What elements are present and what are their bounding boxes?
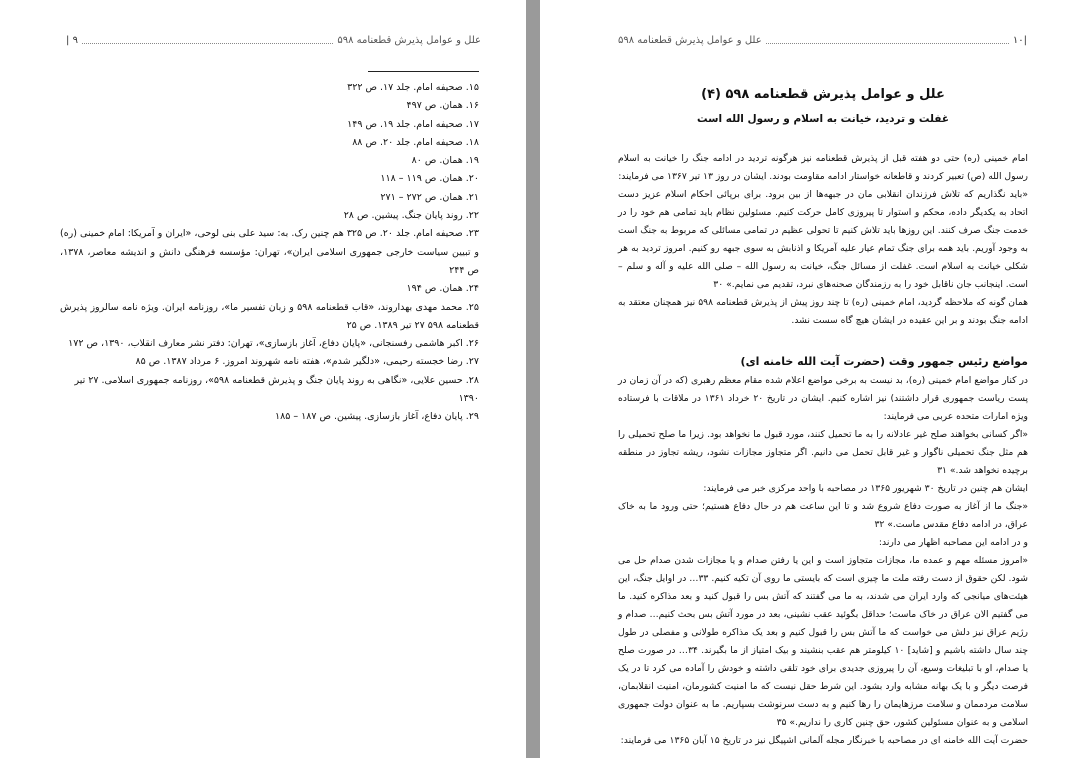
footnote: ۲۰. همان. ص ۱۱۹ – ۱۱۸ [380, 173, 479, 185]
footnote-divider [368, 71, 479, 72]
quote-paragraph: «باید نگذاریم که تلاش فرزندان انقلابی مان در جبهه‌ها از بین برود. برای برپائی احکام اسلام عزیز دست اتحاد به یکدیگر داده، محکم و استوار تا پیروزی کامل حرکت کنیم. مسئولین نظام باید تمامی هم خود را در خدمت جنگ صرف کنند. این روزها باید تلاش کنیم تا تحولی عظیم در تمامی مسائلی که مربوط به جنگ است به وجود آوریم. باید همه برای جنگ تمام عیار علیه آمریکا و اذنابش به سوی جبهه رو کنیم. امروز تردید به هر شکلی خیانت به اسلام است. غفلت از مسائل جنگ، خیانت به رسول الله – صلی الله علیه و آله و سلم – است. اینجانب جان ناقابل خود را به رزمندگان صحنه‌های نبرد، تقدیم می نمایم.» ۳۰ [618, 189, 1028, 290]
quote-paragraph: «امروز مسئله مهم و عمده ما، مجازات متجاوز است و این یا رفتن صدام و یا مجازات شدن صدام حل می شود. لکن حقوق از دست رفته ملت ما چیزی است که بایستی ما روی آن تکیه کنیم. ۳۳… در اوایل جنگ، این هیئت‌های میانجی که وارد ایران می شدند، به ما می گفتند که آتش بس را قبول کنید و بعد مذاکره کنید. ما می گفتیم الان عراق در خاک ماست؛ حداقل بگوئید عقب نشینی، بعد در مورد آتش بس بحث کنیم… صدام و رژیم عراق نیز دلش می خواست که ما آتش بس را قبول کنیم و بعد یک مذاکره طولانی و مفصلی در طول چند سال داشته باشیم و [شاید] ۱۰ کیلومتر هم عقب بنشیند و بیک امتیاز از ما بگیرند. ۳۴… در صورت صلح یا صدام، او با تبلیغات وسیع، آن را پیروزی جدیدی برای خود تلقی داشته و خودش را آماده می کرد تا در یک فرصت دیگر و با یک بهانه مشابه وارد بشود. این شرط حقل نیست که ما امنیت کشورمان، امنیت انقلابمان، سلامت مردممان و سلامت مرزهایمان را رها کنیم و به دست سرنوشت بسپاریم. ما به عنوان دولت جمهوری اسلامی و به عنوان مسئولین کشور، حق چنین کاری را نداریم.» ۳۵ [618, 555, 1029, 728]
footnote: ۱۷. صحیفه امام. جلد ۱۹. ص ۱۴۹ [347, 118, 479, 130]
page-number: |۱۰ [1012, 34, 1027, 46]
quote-paragraph: «جنگ ما از آغاز به صورت دفاع شروع شد و تا این ساعت هم در حال دفاع هستیم؛ حتی ورود ما به خاک عراق، در ادامه دفاع مقدس ماست.» ۳۲ [618, 501, 1028, 530]
header-title: علل و عوامل پذیرش قطعنامه ۵۹۸ [618, 34, 762, 46]
paragraph: ایشان هم چنین در تاریخ ۳۰ شهریور ۱۳۶۵ در مصاحبه با واحد مرکزی خبر می فرمایند: [703, 483, 1028, 494]
footnote: ۲۸. حسین علایی، «نگاهی به روند پایان جنگ و پذیرش قطعنامه ۵۹۸»، روزنامه جمهوری اسلامی. ۲۷ تیر ۱۳۹۰ [74, 374, 479, 405]
footnote: ۲۱. همان. ص ۲۷۲ – ۲۷۱ [380, 191, 479, 203]
paragraph: امام خمینی (ره) حتی دو هفته قبل از پذیرش قطعنامه نیز هرگونه تردید در ادامه جنگ را خیانت به اسلام رسول الله (ص) تعبیر کردند و قاطعانه خواستار ادامه مقاومت بودند. ایشان در روز ۱۳ تیر ۱۳۶۷ می فرمایند: [618, 153, 1028, 182]
footnote: ۲۲. روند پایان جنگ. پیشین. ص ۲۸ [343, 210, 479, 222]
right-page [540, 0, 1087, 758]
page-number: ۹ | [66, 34, 78, 46]
paragraph: همان گونه که ملاحظه گردید، امام خمینی (ره) تا چند روز پیش از پذیرش قطعنامه ۵۹۸ نیز همچنان معتقد به ادامه جنگ بودند و بر این عقیده در ایشان هیچ گاه سست نشد. [618, 297, 1028, 326]
page-header [66, 33, 481, 47]
footnote: ۲۴. همان. ص ۱۹۴ [406, 283, 479, 295]
header-dotted-leader [766, 36, 1009, 44]
paragraph: در کنار مواضع امام خمینی (ره)، بد نیست به برخی مواضع اعلام شده مقام معظم رهبری (که در آن زمان در پست ریاست جمهوری قرار داشتند) نیز اشاره کنیم. ایشان در تاریخ ۲۰ خرداد ۱۳۶۱ در ملاقات با فرستاده ویژه امارات متحده عربی می فرمایند: [618, 375, 1029, 422]
section-heading: مواضع رئیس جمهور وقت (حضرت آیت الله خامنه ای) [740, 355, 1028, 368]
footnote: ۲۷. رضا خجسته رحیمی، «دلگیر شدم»، هفته نامه شهروند امروز. ۶ مرداد ۱۳۸۷. ص ۸۵ [135, 356, 479, 368]
footnote: ۱۶. همان. ص ۴۹۷ [406, 100, 479, 112]
header-dotted-leader [82, 36, 333, 44]
footnote: ۲۶. اکبر هاشمی رفسنجانی، «پایان دفاع، آغاز بازسازی»، تهران: دفتر نشر معارف انقلاب، ۱۳۹۰، ص ۱۷۲ [68, 338, 479, 350]
article-title: علل و عوامل پذیرش قطعنامه ۵۹۸ (۴) [701, 87, 945, 102]
footnote: ۱۸. صحیفه امام. جلد ۲۰. ص ۸۸ [352, 136, 479, 148]
footnote: ۱۵. صحیفه امام. جلد ۱۷. ص ۳۲۲ [347, 82, 479, 93]
paragraph: حضرت آیت الله خامنه ای در مصاحبه با خبرنگار مجله آلمانی اشپیگل نیز در تاریخ ۱۵ آبان ۱۳۶۵ می فرمایند: [620, 735, 1028, 746]
header-title: علل و عوامل پذیرش قطعنامه ۵۹۸ [337, 34, 481, 46]
footnotes-list [60, 79, 479, 427]
page-content [618, 86, 1028, 750]
page-header [618, 33, 1027, 47]
footnote: ۲۵. محمد مهدی بهداروند، «قاب قطعنامه ۵۹۸ و زبان تفسیر ما»، روزنامه ایران. ویژه نامه سالروز پذیرش قطعنامه ۵۹۸ ۲۷ تیر ۱۳۸۹. ص ۲۵ [60, 301, 479, 331]
footnote: ۱۹. همان. ص ۸۰ [411, 155, 479, 167]
footnote: ۲۹. پایان دفاع، آغاز بازسازی. پیشین. ص ۱۸۷ – ۱۸۵ [275, 411, 479, 423]
paragraph: و در ادامه این مصاحبه اظهار می دارند: [878, 537, 1028, 548]
left-page [0, 0, 526, 758]
footnote: ۲۳. صحیفه امام. جلد ۲۰. ص ۳۲۵ هم چنین رک. به: سید علی بنی لوحی، «ایران و آمریکا: امام خمینی (ره) و تبیین سیاست خارجی جمهوری اسلامی ایران»، تهران: مؤسسه فرهنگی دانش و اندیشه معاصر، ۱۳۷۸، ص ۲۴۴ [60, 228, 480, 276]
quote-paragraph: «اگر کسانی بخواهند صلح غیر عادلانه را به ما تحمیل کنند، مورد قبول ما نخواهد بود. زیرا ما صلح تحمیلی را هم مثل جنگ تحمیلی ناگوار و غیر قابل تحمل می دانیم. اگر متجاوز مجازات نشود، ریشه تجاوز در منطقه برچیده نخواهد شد.» ۳۱ [618, 429, 1028, 476]
article-subtitle: غفلت و تردید، خیانت به اسلام و رسول الله است [697, 113, 949, 125]
